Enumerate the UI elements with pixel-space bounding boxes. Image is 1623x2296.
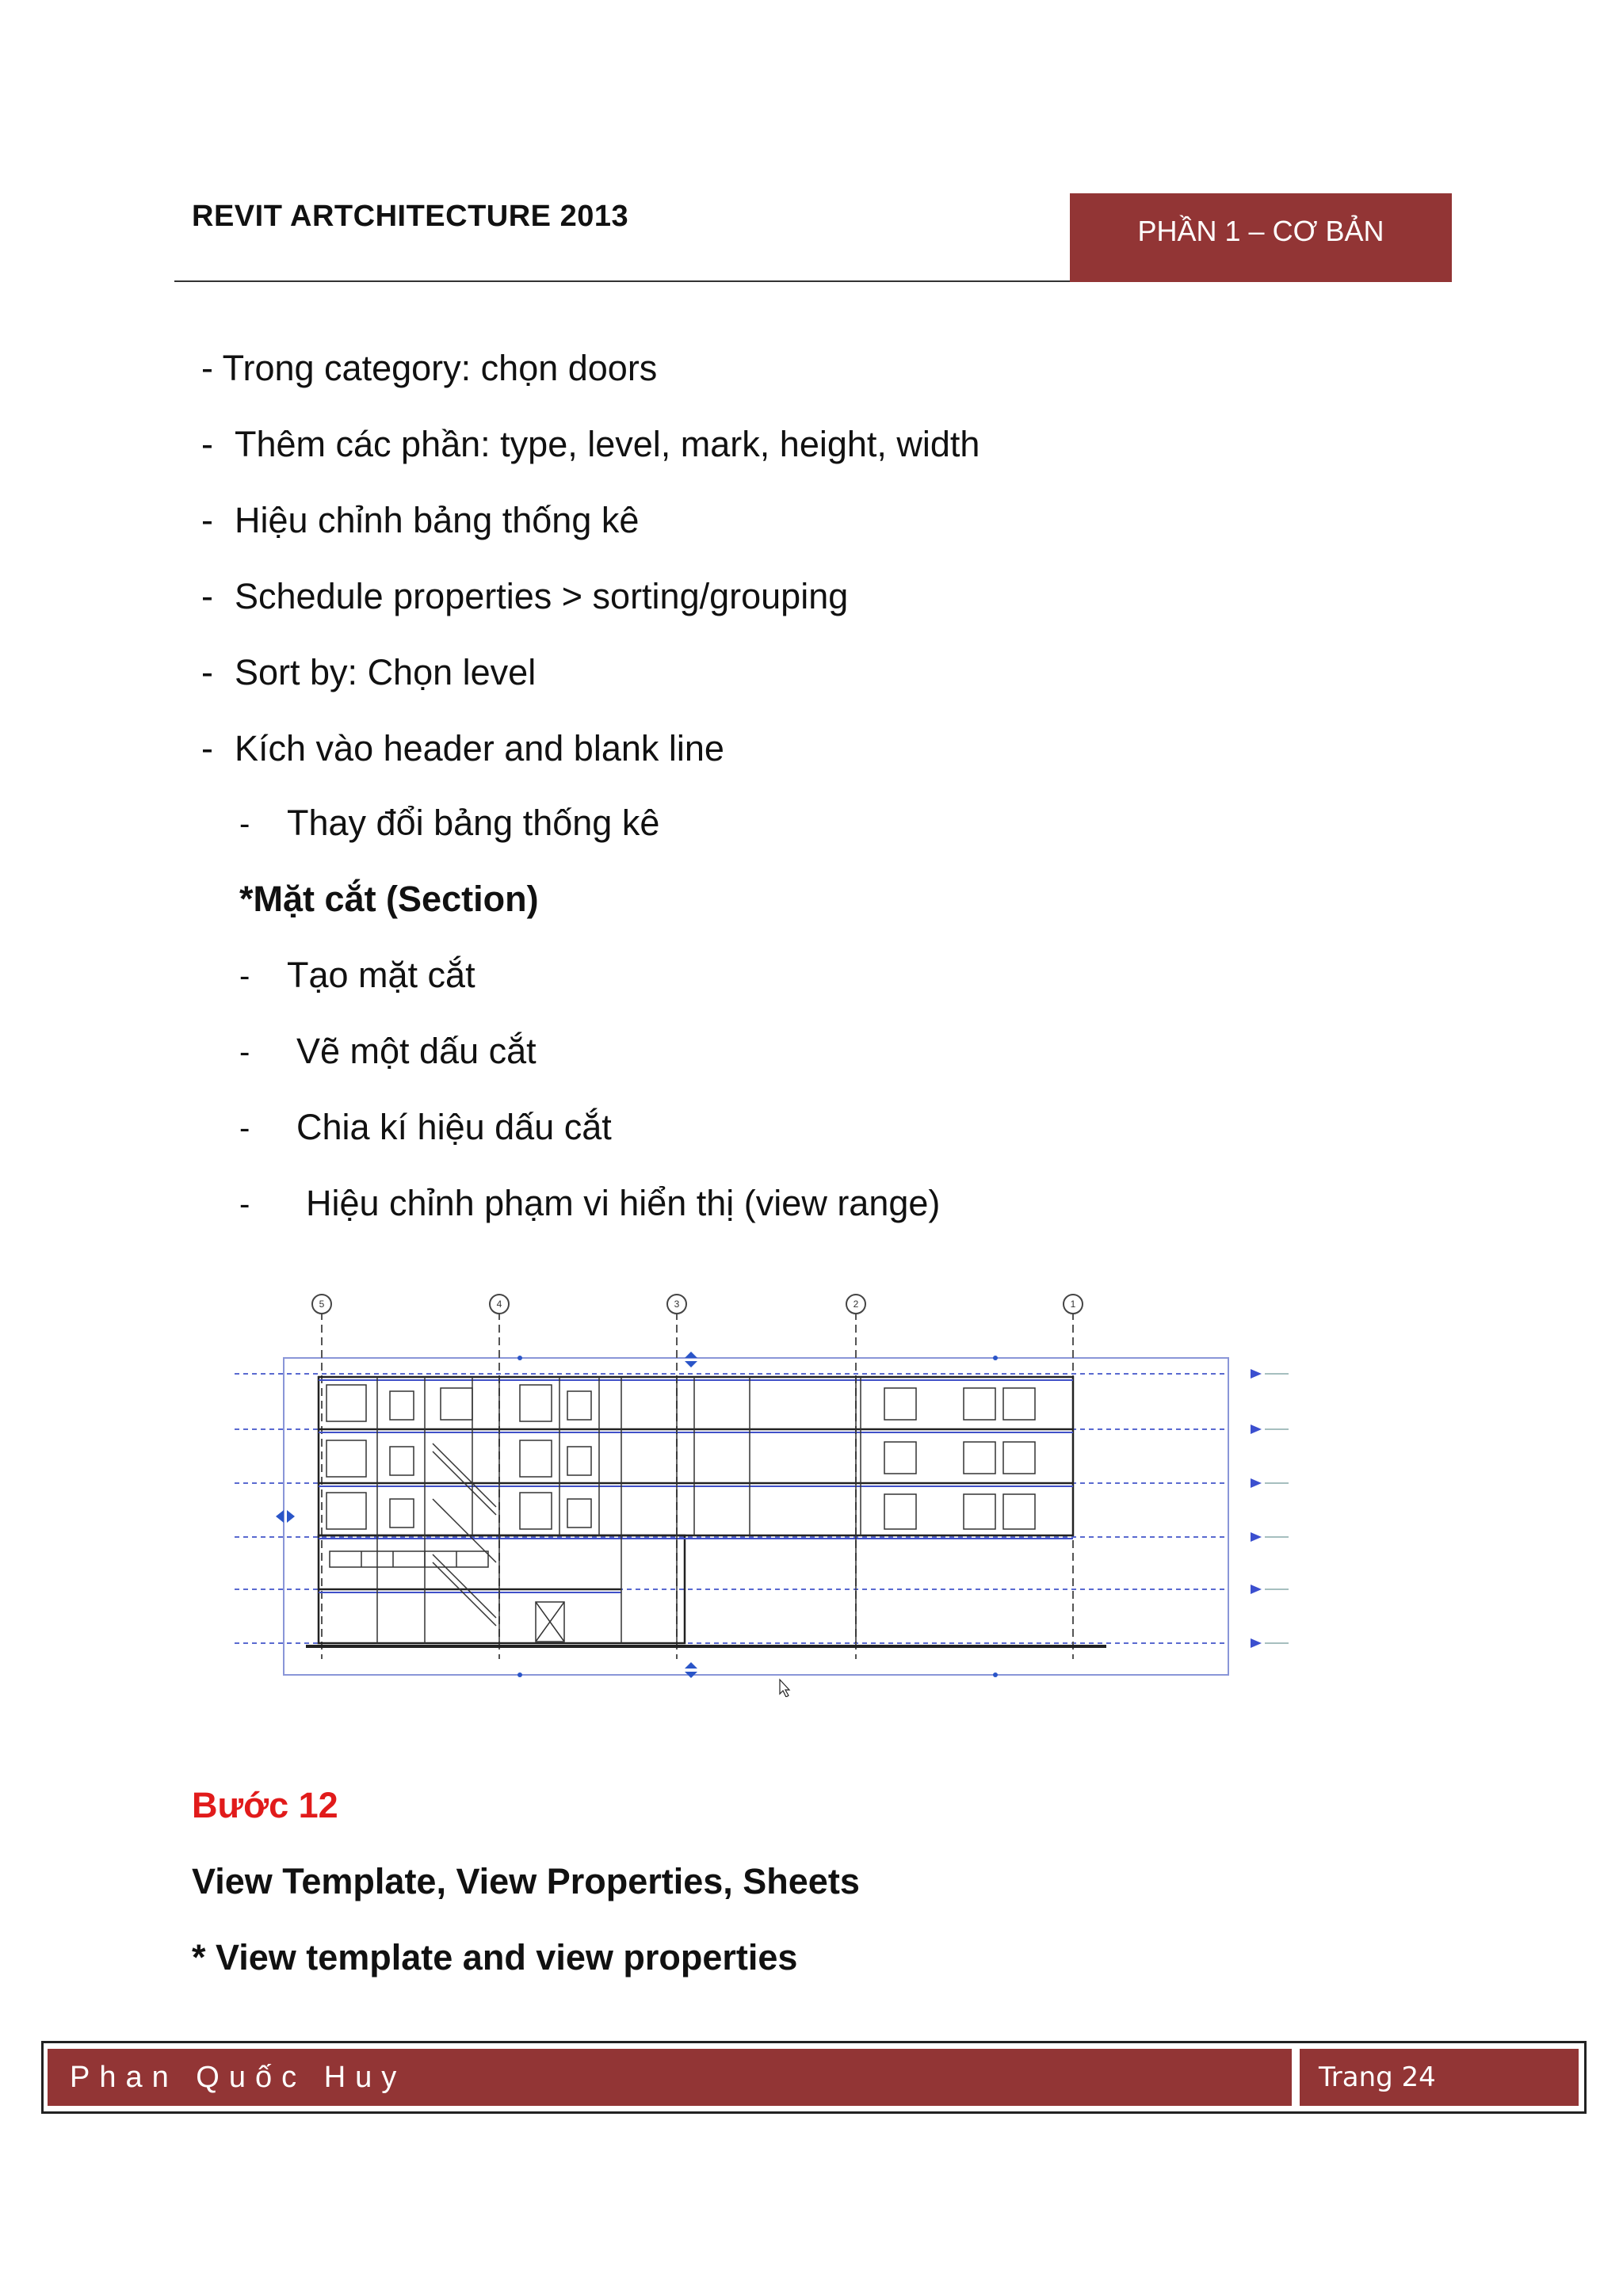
list-item: Thay đổi bảng thống kê bbox=[287, 803, 660, 843]
list-bullet: - bbox=[239, 1187, 250, 1222]
level-head-icon bbox=[1251, 1369, 1262, 1379]
list-bullet: - bbox=[201, 728, 213, 769]
list-item: Vẽ một dấu cắt bbox=[296, 1031, 537, 1071]
list-item: Hiệu chỉnh bảng thống kê bbox=[235, 500, 640, 540]
list-item: Sort by: Chọn level bbox=[235, 652, 537, 692]
list-bullet: - bbox=[201, 576, 213, 616]
grid-label: 4 bbox=[496, 1299, 502, 1310]
list-bullet: - bbox=[201, 500, 213, 540]
drag-down-control-icon bbox=[685, 1361, 697, 1367]
section-view-drawing bbox=[235, 1285, 1314, 1697]
drag-up-control-icon bbox=[685, 1662, 697, 1669]
grid-label: 1 bbox=[1070, 1299, 1076, 1310]
level-head-icon bbox=[1251, 1638, 1262, 1648]
list-bullet: - bbox=[201, 652, 213, 692]
step-title: View Template, View Properties, Sheets bbox=[192, 1861, 860, 1901]
grid-label: 3 bbox=[674, 1299, 680, 1310]
list-item: Tạo mặt cắt bbox=[287, 955, 475, 995]
section-heading: *Mặt cắt (Section) bbox=[239, 879, 539, 919]
crop-region bbox=[284, 1358, 1228, 1675]
grid-label: 5 bbox=[319, 1299, 325, 1310]
list-bullet: - bbox=[239, 807, 250, 841]
section-badge: PHẦN 1 – CƠ BẢN bbox=[1070, 193, 1452, 282]
list-item: - Trong category: chọn doors bbox=[201, 348, 658, 388]
footer-page-number: Trang 24 bbox=[1300, 2049, 1579, 2106]
header-divider bbox=[174, 280, 1070, 282]
list-bullet: - bbox=[239, 959, 250, 994]
list-item: Kích vào header and blank line bbox=[235, 728, 724, 769]
list-bullet: - bbox=[239, 1035, 250, 1070]
drag-up-control-icon bbox=[685, 1352, 697, 1358]
list-item: Thêm các phần: type, level, mark, height, width bbox=[235, 424, 980, 464]
mouse-cursor-icon bbox=[780, 1680, 789, 1697]
level-head-icon bbox=[1251, 1425, 1262, 1434]
step-subtitle: * View template and view properties bbox=[192, 1937, 798, 1978]
building-upper-block bbox=[319, 1377, 1073, 1535]
list-bullet: - bbox=[201, 424, 213, 464]
list-item: Chia kí hiệu dấu cắt bbox=[296, 1107, 612, 1147]
grid-label: 2 bbox=[853, 1299, 859, 1310]
level-head-icon bbox=[1251, 1478, 1262, 1488]
list-item: Hiệu chỉnh phạm vi hiển thị (view range) bbox=[306, 1183, 941, 1223]
drag-right-control-icon bbox=[287, 1510, 295, 1523]
step-label: Bước 12 bbox=[192, 1785, 338, 1825]
list-bullet: - bbox=[239, 1111, 250, 1146]
level-head-icon bbox=[1251, 1532, 1262, 1542]
footer-author: Phan Quốc Huy bbox=[48, 2049, 1292, 2106]
list-item: Schedule properties > sorting/grouping bbox=[235, 576, 849, 616]
drag-left-control-icon bbox=[276, 1510, 284, 1523]
document-title: REVIT ARTCHITECTURE 2013 bbox=[192, 200, 629, 233]
level-head-icon bbox=[1251, 1585, 1262, 1594]
